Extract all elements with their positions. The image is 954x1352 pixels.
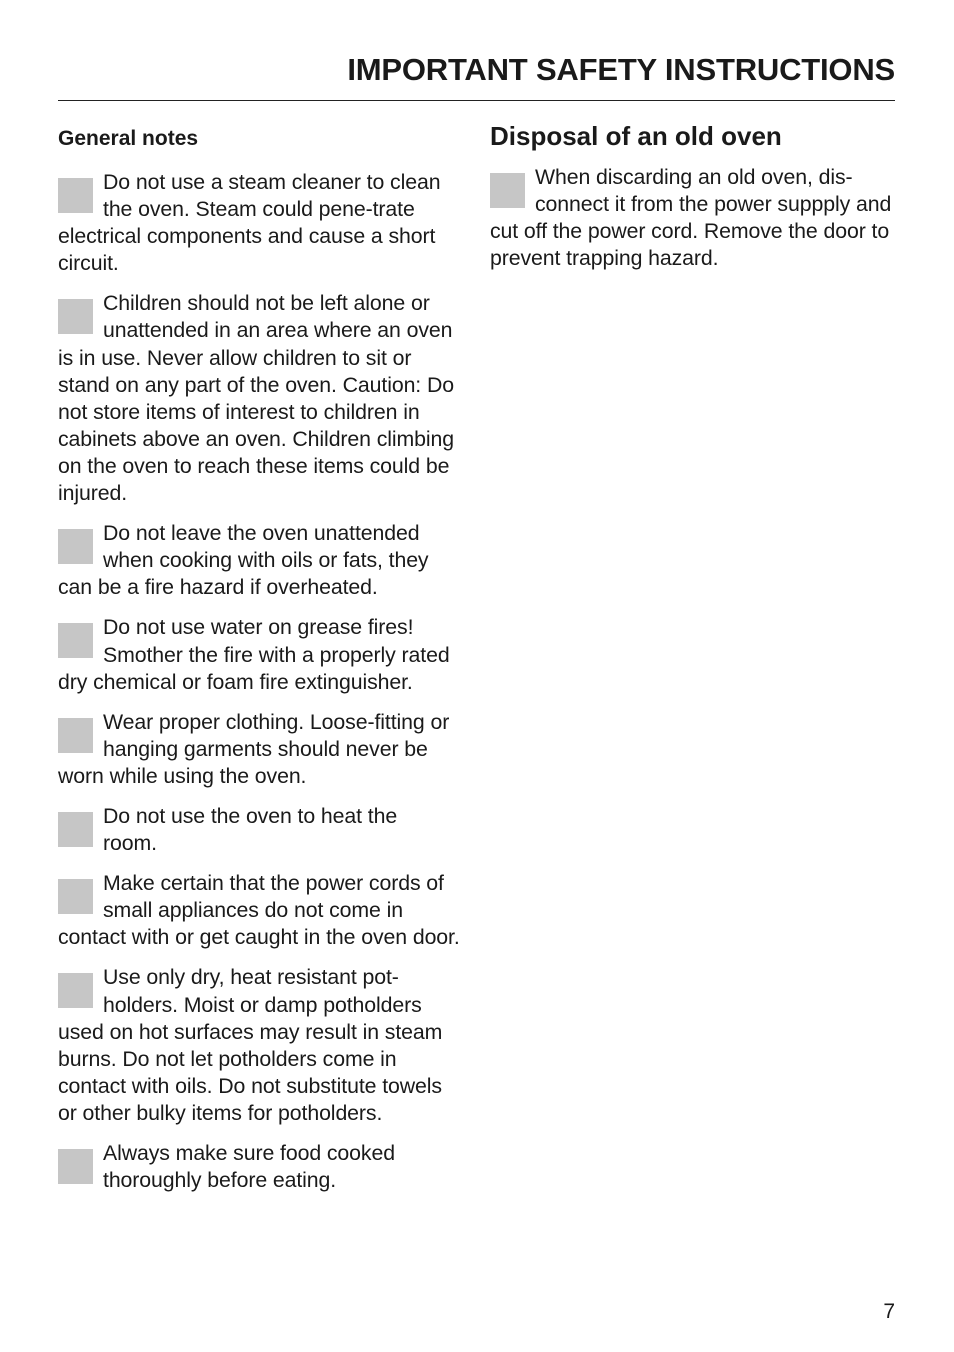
page-title: IMPORTANT SAFETY INSTRUCTIONS	[347, 52, 895, 87]
bullet-square-icon	[58, 973, 93, 1008]
note-text: Do not leave the oven unattended when cooking with oils or fats, they can be a fire hazard if overheated.	[58, 521, 429, 600]
disposal-heading: Disposal of an old oven	[490, 121, 782, 151]
general-notes-heading: General notes	[58, 127, 199, 150]
note-text: Do not use the oven to heat the room.	[103, 803, 398, 856]
note-text: Always make sure food cooked thoroughly before eating.	[103, 1141, 395, 1193]
note-item	[58, 614, 462, 695]
general-notes-column	[58, 120, 462, 1194]
bullet-square-icon	[490, 173, 525, 208]
bullet-square-icon	[58, 879, 93, 914]
note-item	[58, 803, 462, 857]
disposal-column	[490, 120, 896, 272]
bullet-square-icon	[58, 623, 93, 658]
note-item	[58, 964, 462, 1127]
bullet-square-icon	[58, 1149, 93, 1184]
note-text: Use only dry, heat resistant pot-holders. Moist or damp potholders used on hot surfaces may result in steam burns. Do not let potholders come in contact with oils. Do not substitute towels or other bulky items for potholders.	[58, 965, 443, 1125]
bullet-square-icon	[58, 299, 93, 334]
note-item	[58, 520, 462, 601]
page-number: 7	[883, 1300, 895, 1323]
note-text: Wear proper clothing. Loose-fitting or hanging garments should never be worn while using the oven.	[58, 709, 450, 788]
note-item	[58, 870, 462, 951]
note-text: Children should not be left alone or unattended in an area where an oven is in use. Never allow children to sit or stand on any part of the oven. Caution: Do not store items of interest to children in cabinets above an oven. Children climbing on the oven to reach these items could be injured.	[58, 291, 455, 506]
bullet-square-icon	[58, 529, 93, 564]
note-item	[58, 169, 462, 277]
note-item	[58, 290, 462, 507]
note-item	[58, 709, 462, 790]
note-text: Make certain that the power cords of small appliances do not come in contact with or get caught in the oven door.	[58, 871, 460, 950]
disposal-item	[490, 164, 896, 272]
note-item	[58, 1140, 462, 1194]
note-text: Do not use a steam cleaner to clean the oven. Steam could pene-trate electrical components and cause a short circuit.	[58, 170, 441, 276]
note-text: Do not use water on grease fires! Smother the fire with a properly rated dry chemical or foam fire extinguisher.	[58, 615, 450, 694]
bullet-square-icon	[58, 812, 93, 847]
bullet-square-icon	[58, 178, 93, 213]
header-divider	[58, 100, 895, 101]
disposal-text: When discarding an old oven, dis-connect it from the power suppply and cut off the power cord. Remove the door to prevent trapping hazard.	[490, 165, 892, 271]
bullet-square-icon	[58, 718, 93, 753]
